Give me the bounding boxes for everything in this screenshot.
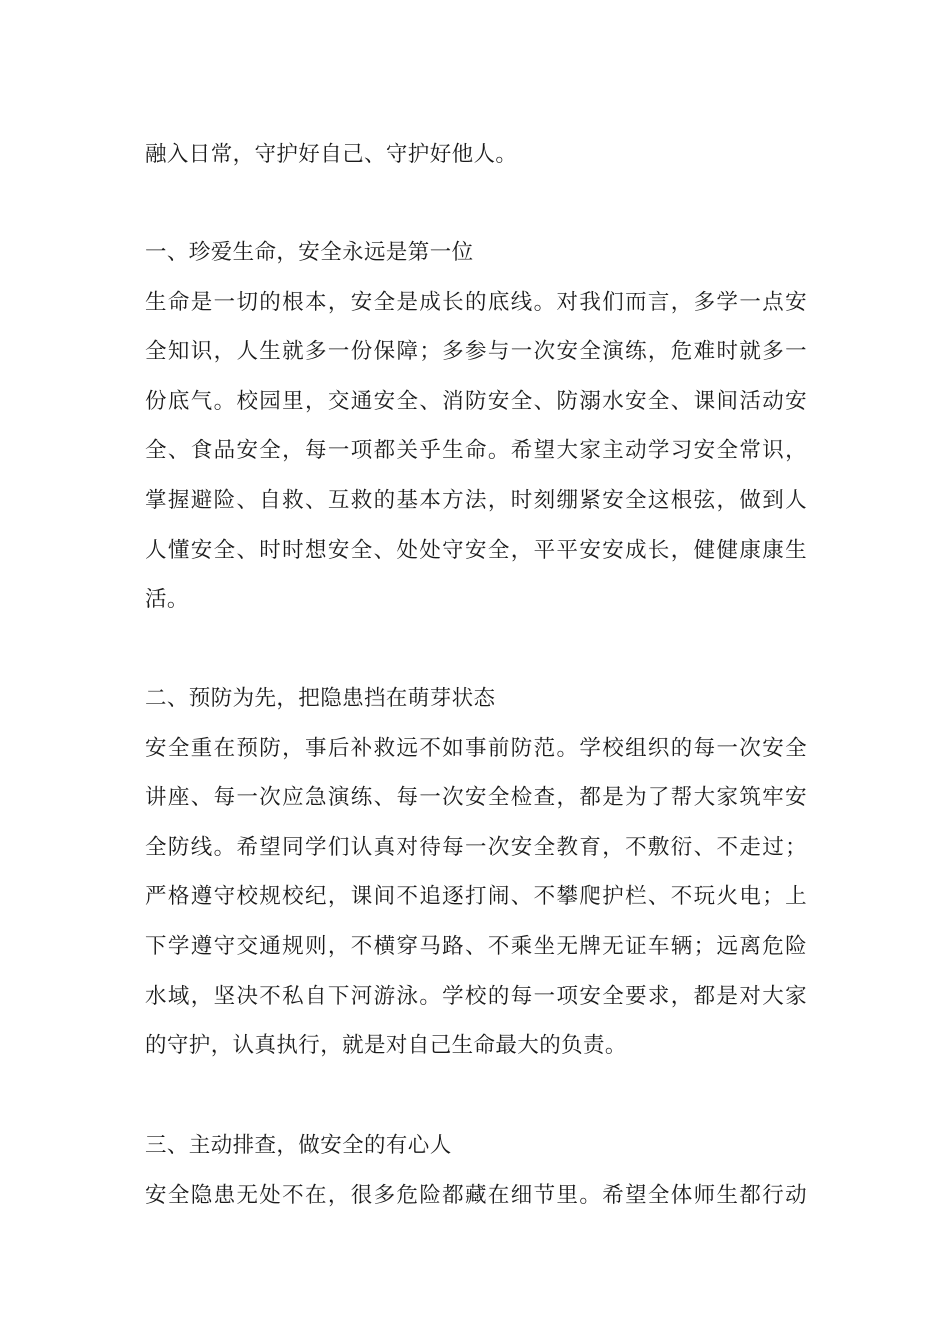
paragraph-line: 讲座、每一次应急演练、每一次安全检查，都是为了帮大家筑牢安: [145, 785, 807, 811]
section-heading: 二、预防为先，把隐患挡在萌芽状态: [145, 686, 496, 711]
paragraph-line: 人懂安全、时时想安全、处处守安全，平平安安成长，健健康康生: [145, 537, 807, 563]
paragraph-line: 生命是一切的根本，安全是成长的底线。对我们而言，多学一点安: [145, 289, 807, 315]
section-2: [145, 674, 807, 1071]
intro-paragraph: [145, 130, 807, 180]
paragraph-line: 下学遵守交通规则，不横穿马路、不乘坐无牌无证车辆；远离危险: [145, 933, 807, 959]
section-heading: 一、珍爱生命，安全永远是第一位: [145, 240, 474, 265]
paragraph-line: 全防线。希望同学们认真对待每一次安全教育，不敷衍、不走过；: [145, 834, 807, 860]
section-1: [145, 228, 807, 625]
paragraph-line: 严格遵守校规校纪，课间不追逐打闹、不攀爬护栏、不玩火电；上: [145, 884, 807, 910]
paragraph-line: 安全重在预防，事后补救远不如事前防范。学校组织的每一次安全: [145, 735, 807, 761]
paragraph-line: 全、食品安全，每一项都关乎生命。希望大家主动学习安全常识，: [145, 438, 807, 464]
section-heading: 三、主动排查，做安全的有心人: [145, 1133, 452, 1158]
paragraph-line: 融入日常，守护好自己、守护好他人。: [145, 142, 518, 167]
section-3: [145, 1121, 807, 1220]
paragraph-line: 的守护，认真执行，就是对自己生命最大的负责。: [145, 1033, 627, 1059]
paragraph-line: 活。: [145, 587, 189, 613]
paragraph-line: 安全隐患无处不在，很多危险都藏在细节里。希望全体师生都行动: [145, 1182, 807, 1208]
paragraph-line: 份底气。校园里，交通安全、消防安全、防溺水安全、课间活动安: [145, 388, 807, 414]
paragraph-line: 全知识，人生就多一份保障；多参与一次安全演练，危难时就多一: [145, 339, 807, 365]
paragraph-line: 水域，坚决不私自下河游泳。学校的每一项安全要求，都是对大家: [145, 983, 807, 1009]
paragraph-line: 掌握避险、自救、互救的基本方法，时刻绷紧安全这根弦，做到人: [145, 487, 807, 513]
